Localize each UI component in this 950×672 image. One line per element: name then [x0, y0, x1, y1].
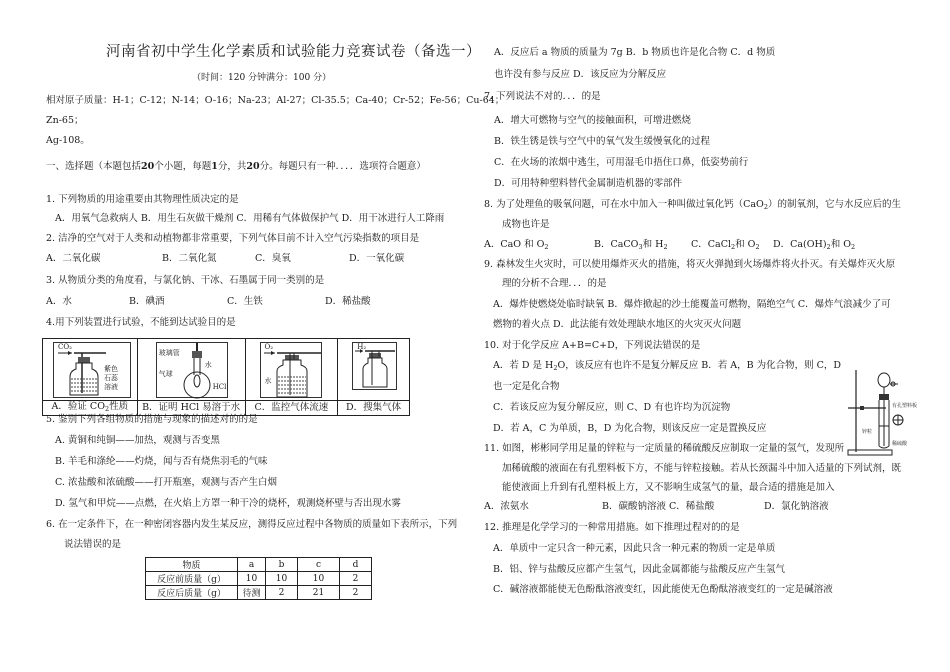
table-cell: 反应后质量（g）	[146, 586, 238, 600]
q3-stem: 3. 从物质分类的角度看，与氯化钠、干冰、石墨属于同一类别的是	[46, 275, 325, 286]
q9-stem-line2: 理的分析不合理．．．的是	[502, 278, 607, 289]
table-row	[146, 586, 372, 600]
q9-stem-line1: 9. 森林发生火灾时，可以使用爆炸灭火的措施，将灭火弹抛到火场爆炸将火扑灭。有关爆炸灭火原	[484, 259, 896, 270]
page-subtitle: （时间：120 分钟满分：100 分）	[192, 73, 332, 83]
table-cell: 2	[340, 586, 372, 600]
q6-mass-table	[145, 557, 372, 600]
q2-stem: 2. 洁净的空气对于人类和动植物都非常重要，下列气体目前不计入空气污染指数的项目是	[46, 233, 420, 244]
figure-d	[338, 339, 410, 401]
q3-option-d: D．稀盐酸	[325, 296, 371, 307]
section-heading-text: 个小题，每题	[154, 161, 212, 172]
q12-option-c: C．碱溶液都能使无色酚酞溶液变红，因此能使无色酚酞溶液变红的一定是碱溶液	[493, 584, 833, 595]
q9-options-line1: A．爆炸使燃烧处临时缺氧 B．爆炸掀起的沙土能覆盖可燃物，隔绝空气 C．爆炸气浪减少了可	[493, 299, 891, 310]
q5-option-b: B. 羊毛和涤纶——灼烧，闻与否有烧焦羽毛的气味	[55, 456, 268, 467]
figure-c-caption: C．监控气体流速	[245, 401, 338, 416]
q1-stem: 1. 下列物质的用途重要由其物理性质决定的是	[46, 194, 239, 205]
option-text: C．CaCl	[691, 239, 732, 250]
gas-label: CO₂	[58, 343, 72, 351]
table-cell: 21	[298, 586, 340, 600]
table-cell: 10	[298, 572, 340, 586]
table-header: a	[238, 558, 266, 572]
q9-options-line2: 燃物的着火点 D．此法能有效处理缺水地区的火灾灭火问题	[493, 319, 742, 330]
figure-c	[245, 339, 338, 401]
q10-option-a-b	[493, 359, 841, 375]
gas-washing-bottle-icon	[261, 343, 323, 399]
q11-option-b-c: B．碳酸钠溶液 C．稀盐酸	[602, 501, 715, 512]
caption-text: 性质	[109, 401, 129, 412]
q8-stem-line2: 成物也许是	[502, 219, 550, 230]
atomic-masses: 相对原子质量：H-1；C-12；N-14；O-16；Na-23；Al-27；Cl-35.5；Ca-40；Cr-52；Fe-56；Cu-64；	[46, 95, 505, 106]
subscript: 2	[663, 243, 668, 251]
diagram-label: 锌粒	[862, 429, 873, 435]
diagram-label: 水	[264, 377, 272, 385]
figure-frame	[260, 342, 322, 398]
diagram-label: HCl	[212, 383, 227, 391]
q10-option-d: D．若 A，C 为单质，B，D 为化合物，则该反应一定是置换反应	[493, 423, 767, 434]
subscript: 3	[638, 243, 643, 251]
q8-stem-line1	[484, 198, 901, 214]
q7-option-a: A．增大可燃物与空气的接触面积，可增进燃烧	[494, 115, 691, 126]
q5-option-d: D. 氢气和甲烷——点燃，在火焰上方罩一种干冷的烧杯，观测烧杯壁与否出现水雾	[55, 498, 401, 509]
q6-options-line1: A．反应后 a 物质的质量为 7g B．b 物质也许是化合物 C．d 物质	[494, 47, 776, 58]
table-cell: 10	[266, 572, 298, 586]
table-cell: 反应前质量（g）	[146, 572, 238, 586]
q4-apparatus-table	[42, 338, 410, 416]
diagram-label: 紫色	[104, 365, 118, 373]
diagram-label: 溶液	[104, 383, 118, 391]
q11-option-d: D．氯化钠溶液	[764, 501, 829, 512]
q2-option-b: B．二氧化氮	[162, 253, 217, 264]
diagram-label: 水	[204, 361, 212, 369]
section-heading-points: 1	[211, 161, 218, 172]
option-text: 和 O	[735, 239, 756, 250]
section-heading-text: 分。每题只有一种．．．．选项符合题意）	[259, 161, 426, 172]
figure-b-caption: B．证明 HCl 易溶于水	[137, 401, 245, 416]
q12-option-b: B．铝、锌与盐酸反应都产生氢气，因此金属都能与盐酸反应产生氢气	[493, 564, 785, 575]
q11-stem-line3: 能使液面上升到有孔塑料板上方，又不影响生成氢气的量，最合适的措施是加入	[502, 482, 835, 493]
figure-b	[137, 339, 245, 401]
option-text: D．Ca(OH)	[773, 239, 827, 250]
q4-stem: 4.用下列装置进行试验，不能到达试验目的是	[46, 317, 236, 328]
q2-option-a: A．二氧化碳	[46, 253, 101, 264]
subscript: 2	[731, 243, 736, 251]
q12-stem: 12. 推理是化学学习的一种常用措施。如下推理过程对的的是	[484, 522, 740, 533]
q6-stem-line2: 说法错误的是	[64, 539, 122, 550]
section-heading	[46, 160, 426, 173]
q2-option-c: C．臭氧	[255, 253, 291, 264]
q7-option-b: B．铁生锈是铁与空气中的氧气发生缓慢氧化的过程	[494, 136, 710, 147]
q2-option-d: D．一氧化碳	[349, 253, 405, 264]
diagram-label: 稀硫酸	[892, 441, 908, 447]
table-header-row	[146, 558, 372, 572]
section-heading-text: 分，共	[217, 161, 247, 172]
figure-frame	[352, 342, 397, 390]
table-header: b	[266, 558, 298, 572]
q8-option-a	[484, 238, 549, 254]
q7-option-c: C．在火场的浓烟中逃生，可用湿毛巾捂住口鼻，低姿势前行	[494, 157, 749, 168]
table-cell: 10	[238, 572, 266, 586]
option-text: O，该反应有也许不是复分解反应 B．若 A，B 为化合物，则 C，D	[557, 360, 842, 371]
gas-label: H₂	[357, 343, 367, 351]
subscript: 2	[544, 243, 549, 251]
q8-option-d	[773, 238, 855, 254]
q8-option-c	[691, 238, 760, 254]
stem-text: ）的制氧剂，它与水反应后的生	[767, 199, 901, 210]
q11-hydrogen-generator-diagram	[846, 368, 916, 458]
option-text: B．CaCO	[594, 239, 639, 250]
q6-stem-line1: 6. 在一定条件下，在一种密闭容器内发生某反应，测得反应过程中各物质的质量如下表所示，下列	[46, 519, 458, 530]
table-cell: 待测	[238, 586, 266, 600]
table-header: 物质	[146, 558, 238, 572]
q10-stem: 10. 对于化学反应 A+B=C+D，下列说法错误的是	[484, 340, 701, 351]
caption-subscript: 2	[105, 405, 110, 413]
caption-text: A．验证 CO	[51, 401, 105, 412]
gas-bottle-litmus-icon	[54, 343, 132, 399]
option-text: 和 O	[830, 239, 851, 250]
option-text: 和 H	[642, 239, 664, 250]
figure-frame	[156, 342, 228, 398]
q11-stem-line2: 加稀硫酸的液面在有孔塑料板下方，不能与锌粒接触。若从长颈漏斗中加入适量的下列试剂，既	[502, 463, 902, 474]
q3-option-a: A．水	[46, 296, 72, 307]
q5-option-a: A. 黄铜和纯铜——加热，观测与否变黑	[55, 435, 220, 446]
subscript: 2	[553, 364, 558, 372]
section-heading-text: 一、选择题（本题包括	[46, 161, 142, 172]
q8-option-b	[594, 238, 668, 254]
subscript: 2	[826, 243, 831, 251]
q10-option-c: C．若该反应为复分解反应，则 C、D 有也许均为沉淀物	[493, 402, 731, 413]
q11-stem-line1: 11. 如图，彬彬同学用足量的锌粒与一定质量的稀硫酸反应制取一定量的氢气，发现所	[484, 443, 845, 454]
atomic-masses-line2: Zn-65；	[46, 115, 84, 126]
page-title: 河南省初中学生化学素质和试验能力竞赛试卷（备选一）	[106, 44, 481, 60]
section-heading-total: 20	[246, 161, 260, 172]
figure-a	[43, 339, 138, 401]
q11-option-a: A．浓氨水	[484, 501, 529, 512]
atomic-masses-line3: Ag-108。	[46, 135, 90, 146]
diagram-label: 气球	[158, 370, 173, 378]
subscript: 2	[851, 243, 856, 251]
table-header: c	[298, 558, 340, 572]
q12-option-a: A．单质中一定只含一种元素，因此只含一种元素的物质一定是单质	[493, 543, 776, 554]
q5-option-c: C. 浓盐酸和浓硫酸——打开瓶塞，观测与否产生白烟	[55, 477, 277, 488]
q1-options: A．用氧气急救病人 B．用生石灰做干燥剂 C．用稀有气体做保护气 D．用干冰进行人工降雨	[55, 213, 445, 224]
figure-d-caption: D．搜集气体	[338, 401, 410, 416]
table-row	[146, 572, 372, 586]
diagram-label: 石蕊	[104, 374, 118, 382]
table-header: d	[340, 558, 372, 572]
q3-option-c: C．生铁	[227, 296, 263, 307]
q6-options-line2: 也许没有参与反应 D．该反应为分解反应	[494, 69, 667, 80]
option-text: A．若 D 是 H	[493, 360, 554, 371]
q3-option-b: B．碘酒	[129, 296, 165, 307]
diagram-label: 玻璃管	[158, 349, 180, 357]
diagram-label: 有孔塑料板	[892, 403, 918, 409]
q10-option-b-cont: 也一定是化合物	[493, 381, 560, 392]
option-text: A．CaO 和 O	[484, 239, 545, 250]
gas-label: O₂	[264, 343, 274, 351]
figure-frame	[53, 342, 131, 398]
q7-option-d: D．可用特种塑料替代金属制造机器的零部件	[494, 178, 683, 189]
subscript: 2	[755, 243, 760, 251]
table-cell: 2	[266, 586, 298, 600]
q5-stem: 5. 鉴别下列各组物质的措施与现象的描述对的的是	[46, 414, 258, 425]
section-heading-count: 20	[141, 161, 155, 172]
subscript: 2	[763, 203, 768, 211]
stem-text: 8. 为了处理鱼的吸氧问题，可在水中加入一种叫做过氧化钙（CaO	[484, 199, 764, 210]
q7-stem: 7. 下列说法不对的．．．的是	[484, 91, 601, 102]
table-cell: 2	[340, 572, 372, 586]
